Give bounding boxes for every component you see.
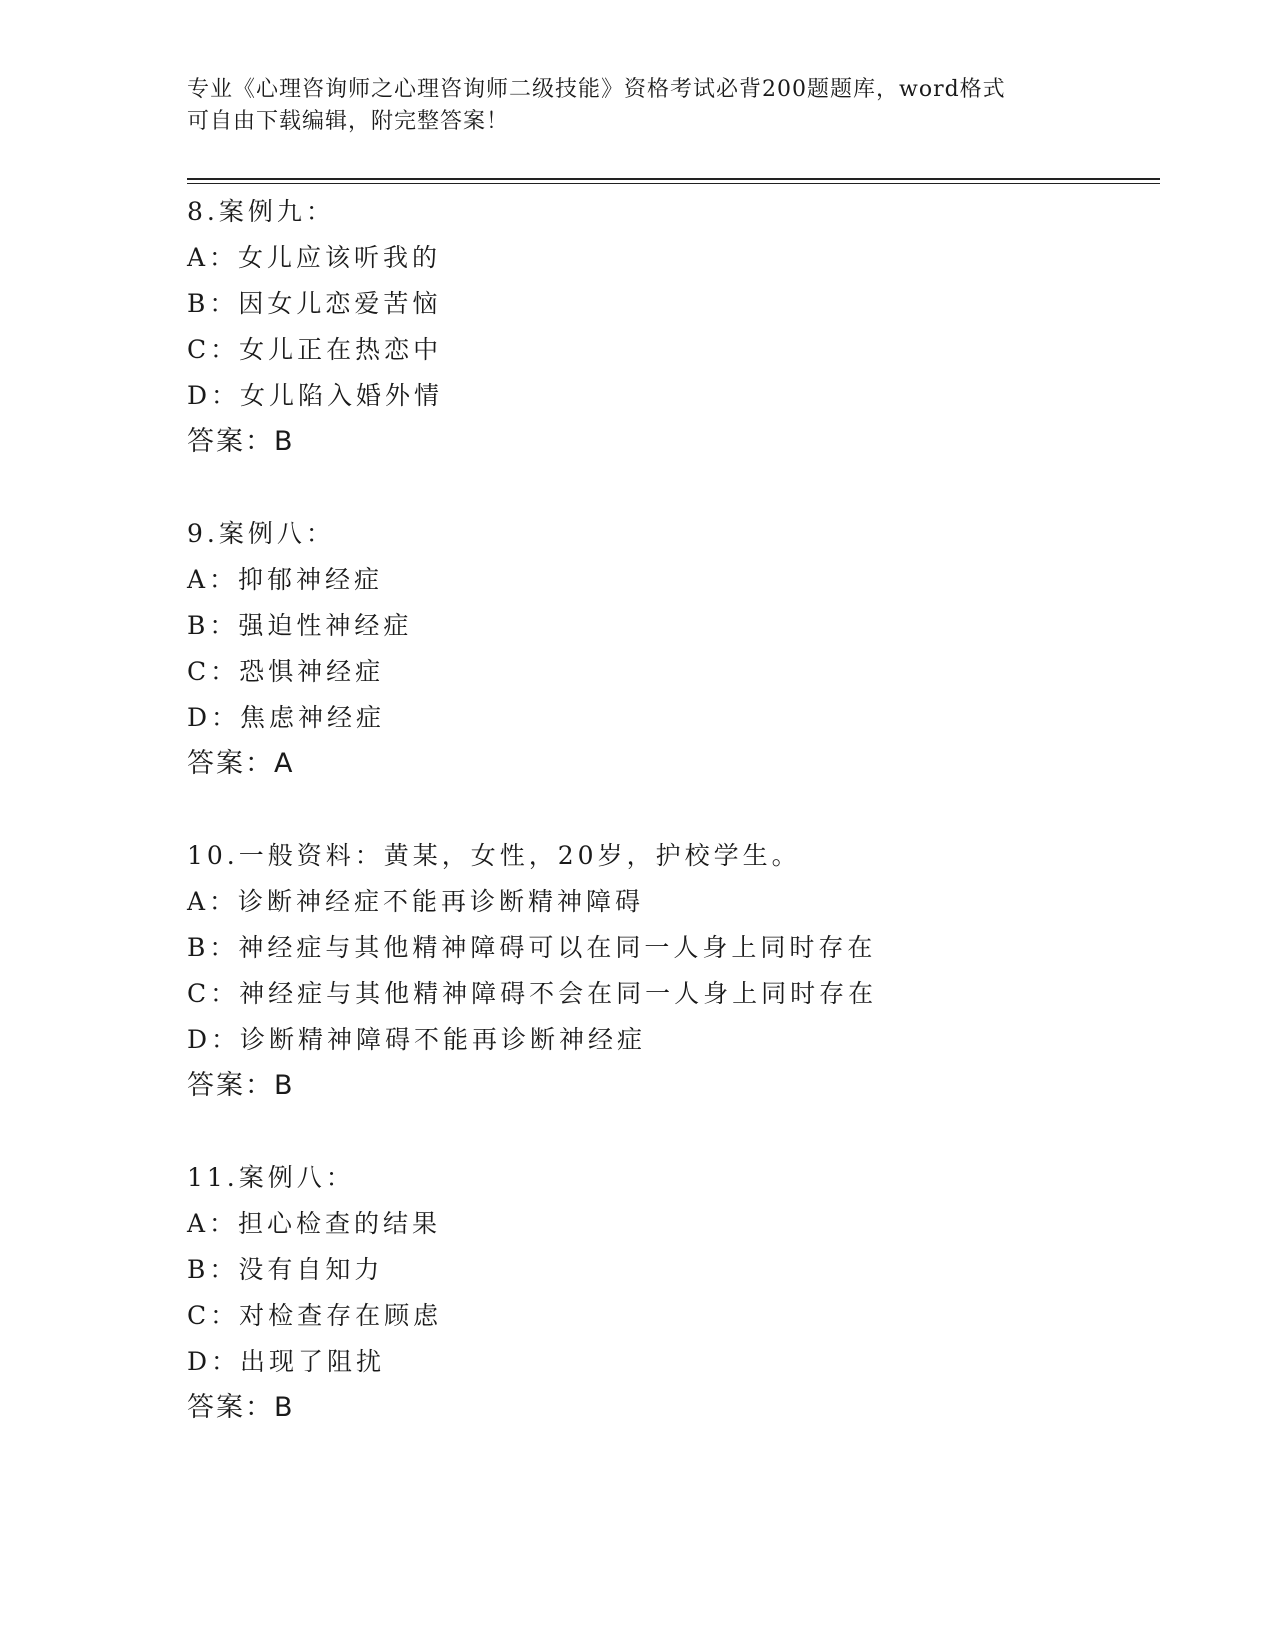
option-a: A：抑郁神经症	[187, 565, 384, 594]
question-stem: 9.案例八：	[187, 519, 335, 548]
option-a: A：诊断神经症不能再诊断精神障碍	[187, 887, 645, 916]
header-divider-thick	[187, 178, 1160, 180]
header-line-1: 专业《心理咨询师之心理咨询师二级技能》资格考试必背200题题库，word格式	[187, 77, 1006, 102]
answer-line: 答案：B	[187, 426, 295, 457]
question-10	[187, 833, 1167, 1109]
option-d: D：出现了阻扰	[187, 1347, 386, 1376]
option-b: B：强迫性神经症	[187, 611, 413, 640]
answer-line: 答案：A	[187, 748, 295, 779]
option-c: C：女儿正在热恋中	[187, 335, 443, 364]
question-stem: 10.一般资料：黄某，女性，20岁，护校学生。	[187, 841, 801, 870]
answer-line: 答案：B	[187, 1070, 295, 1101]
question-8	[187, 189, 1167, 465]
option-c: C：恐惧神经症	[187, 657, 385, 686]
question-list	[187, 189, 1167, 1477]
question-9	[187, 511, 1167, 787]
option-b: B：因女儿恋爱苦恼	[187, 289, 442, 318]
question-stem: 8.案例九：	[187, 197, 335, 226]
document-header	[187, 74, 1087, 138]
option-a: A：担心检查的结果	[187, 1209, 442, 1238]
option-b: B：神经症与其他精神障碍可以在同一人身上同时存在	[187, 933, 877, 962]
header-line-2: 可自由下载编辑，附完整答案！	[187, 109, 510, 134]
question-stem: 11.案例八：	[187, 1163, 355, 1192]
option-a: A：女儿应该听我的	[187, 243, 442, 272]
option-d: D：焦虑神经症	[187, 703, 386, 732]
option-c: C：神经症与其他精神障碍不会在同一人身上同时存在	[187, 979, 878, 1008]
option-b: B：没有自知力	[187, 1255, 384, 1284]
question-11	[187, 1155, 1167, 1431]
option-d: D：诊断精神障碍不能再诊断神经症	[187, 1025, 647, 1054]
option-c: C：对检查存在顾虑	[187, 1301, 443, 1330]
option-d: D：女儿陷入婚外情	[187, 381, 444, 410]
header-divider-thin	[187, 183, 1160, 184]
answer-line: 答案：B	[187, 1392, 295, 1423]
